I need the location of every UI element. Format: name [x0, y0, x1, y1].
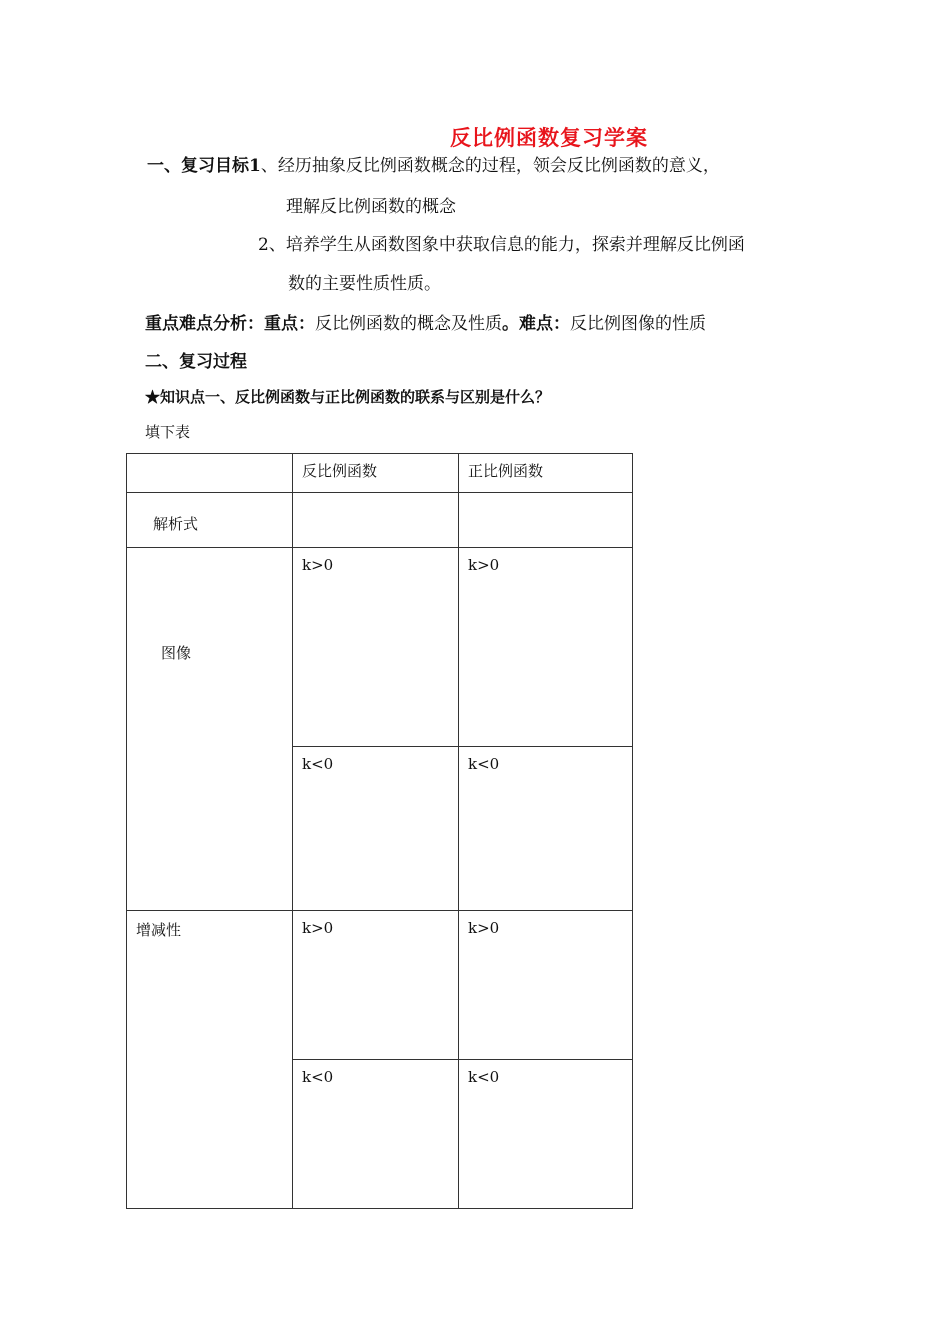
hard-text: 反比例图像的性质 [570, 314, 706, 334]
objective-2-text: 2、培养学生从函数图象中获取信息的能力，探索并理解反比例函 [258, 235, 745, 255]
hard-label: 难点： [519, 314, 570, 334]
header-cell-inverse [293, 454, 459, 493]
header-inverse-label: 反比例函数 [302, 462, 378, 480]
table-row-graph-kpos [127, 548, 633, 747]
header-direct-label: 正比例函数 [468, 462, 544, 480]
table-row-expression [127, 493, 633, 548]
cell-inverse-monotonic-kpos[interactable]: k>0 [293, 911, 459, 1060]
table-header-row [127, 454, 633, 493]
key-text: 反比例函数的概念及性质 [315, 314, 502, 334]
header-cell-empty [127, 454, 293, 493]
cell-direct-expression[interactable] [459, 493, 633, 548]
objective-2-text-cont: 数的主要性质性质。 [288, 274, 441, 294]
objectives-heading: 一、复习目标 [147, 156, 249, 176]
row-label-monotonic: 增减性 [127, 911, 293, 1209]
cell-inverse-monotonic-kneg[interactable]: k<0 [293, 1060, 459, 1209]
objective-1-number: 1 [249, 156, 261, 176]
objective-1-text: 、经历抽象反比例函数概念的过程，领会反比例函数的意义， [260, 156, 720, 176]
instruction-text: 填下表 [145, 423, 191, 441]
objective-1-text-cont: 理解反比例函数的概念 [286, 197, 456, 217]
row-label-graph: 图像 [127, 548, 293, 911]
cell-direct-graph-kneg[interactable]: k<0 [459, 747, 633, 911]
key-separator: 。 [502, 314, 519, 334]
cell-inverse-graph-kpos[interactable]: k>0 [293, 548, 459, 747]
header-cell-direct [459, 454, 633, 493]
key-points-label: 重点难点分析： [145, 314, 264, 334]
objectives-line-1 [147, 151, 720, 176]
cell-inverse-graph-kneg[interactable]: k<0 [293, 747, 459, 911]
cell-inverse-expression[interactable] [293, 493, 459, 548]
cell-direct-graph-kpos[interactable]: k>0 [459, 548, 633, 747]
knowledge-point-1: ★知识点一、反比例函数与正比例函数的联系与区别是什么？ [145, 388, 551, 406]
cell-direct-monotonic-kneg[interactable]: k<0 [459, 1060, 633, 1209]
table-row-monotonic-kpos [127, 911, 633, 1060]
key-label: 重点： [264, 314, 315, 334]
comparison-table [126, 453, 633, 1209]
page-title: 反比例函数复习学案 [450, 125, 648, 150]
row-label-expression: 解析式 [127, 493, 293, 548]
process-heading: 二、复习过程 [145, 352, 247, 372]
key-points-line [145, 309, 706, 334]
cell-direct-monotonic-kpos[interactable]: k>0 [459, 911, 633, 1060]
